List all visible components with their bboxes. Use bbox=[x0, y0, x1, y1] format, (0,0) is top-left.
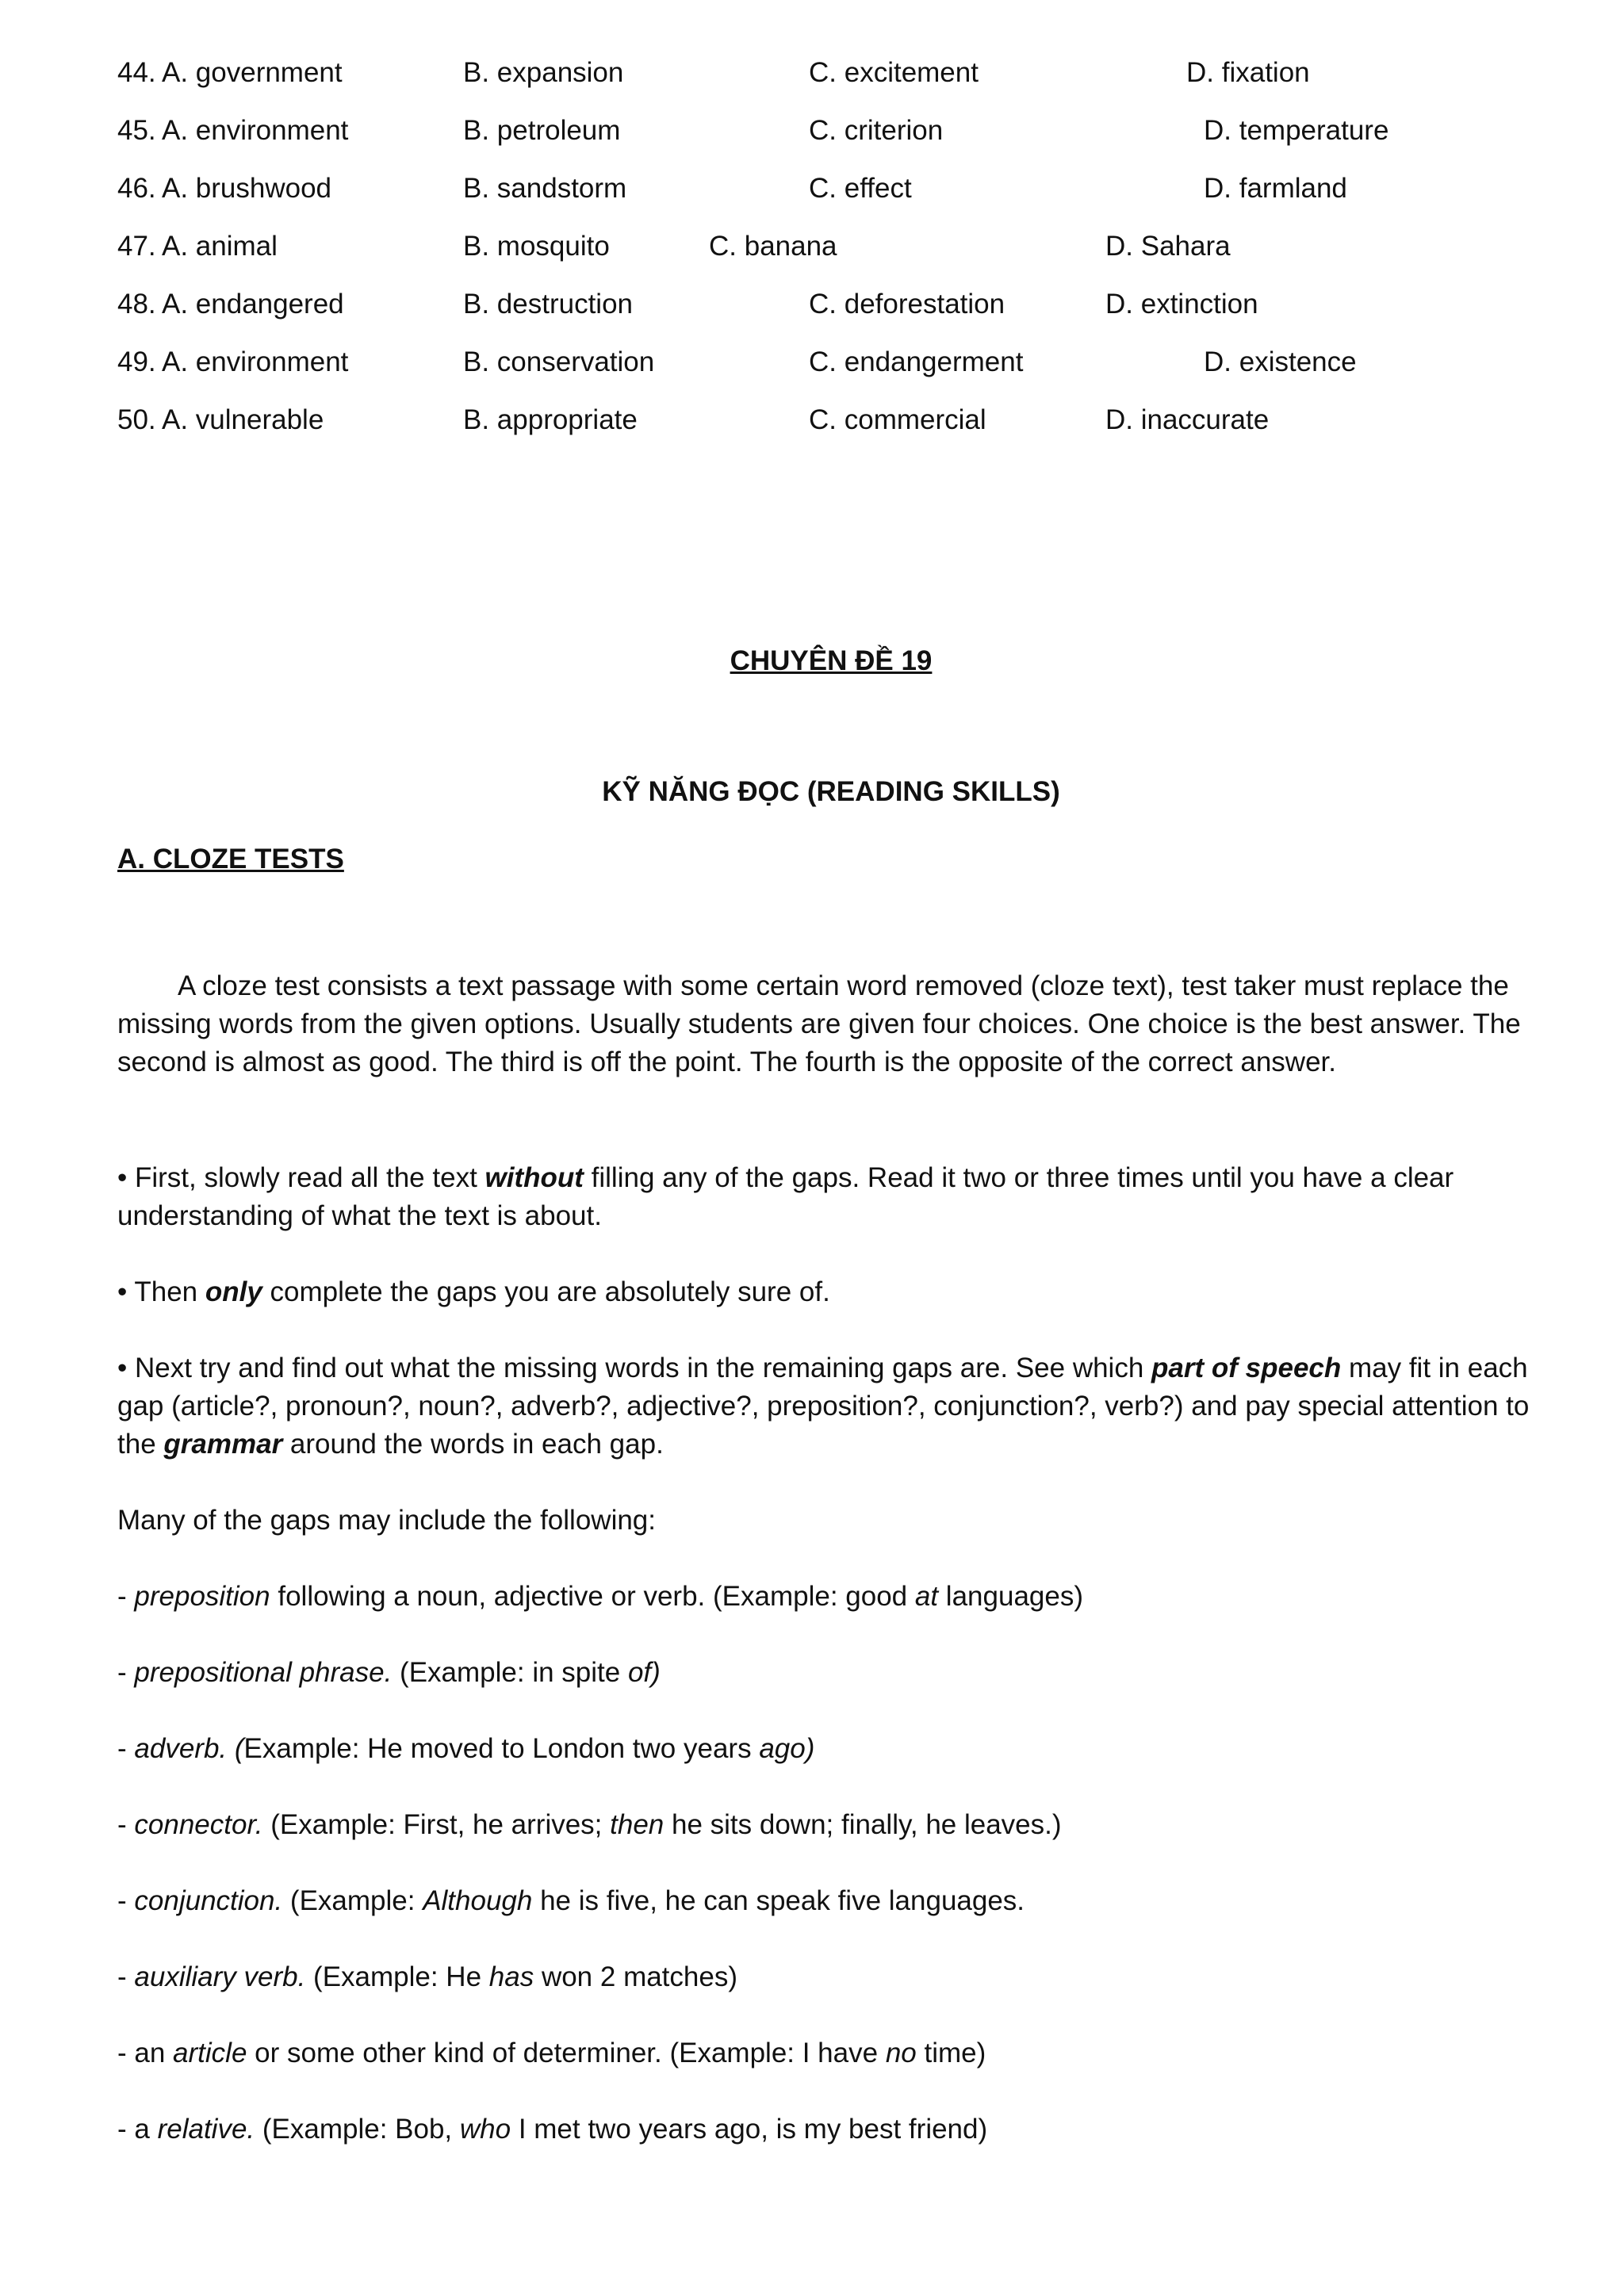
question-number: 50. bbox=[117, 404, 156, 435]
item-example-word: at bbox=[914, 1581, 939, 1612]
item-example-word: who bbox=[459, 2114, 511, 2145]
item-text: (Example: in spite bbox=[392, 1657, 628, 1688]
question-47 bbox=[117, 226, 1545, 267]
tip-emphasis: only bbox=[205, 1276, 262, 1307]
item-dash: - bbox=[117, 1581, 135, 1612]
item-term: auxiliary verb. bbox=[134, 1961, 306, 1992]
list-intro: Many of the gaps may include the following: bbox=[117, 1505, 656, 1536]
tip-next bbox=[117, 1349, 1537, 1464]
question-number: 44. bbox=[117, 57, 156, 88]
option-d: D. inaccurate bbox=[1105, 404, 1270, 435]
option-b: B. petroleum bbox=[463, 115, 621, 146]
option-d: D. temperature bbox=[1204, 115, 1389, 146]
item-example-word: no bbox=[885, 2038, 917, 2068]
option-a: A. endangered bbox=[162, 289, 344, 320]
item-text: or some other kind of determiner. (Example: I have bbox=[247, 2038, 886, 2068]
option-b: B. sandstorm bbox=[463, 173, 627, 204]
item-example-word: Although bbox=[423, 1885, 533, 1916]
tip-text: • First, slowly read all the text bbox=[117, 1162, 485, 1193]
item-term: connector. bbox=[134, 1809, 263, 1840]
option-d: D. farmland bbox=[1204, 173, 1347, 204]
option-b: B. destruction bbox=[463, 289, 633, 320]
option-c: C. commercial bbox=[809, 404, 986, 435]
list-item bbox=[117, 1730, 814, 1768]
option-a: A. environment bbox=[162, 115, 349, 146]
question-number: 46. bbox=[117, 173, 156, 204]
item-dash: - a bbox=[117, 2114, 158, 2145]
list-item bbox=[117, 2034, 986, 2072]
item-example-word: has bbox=[488, 1961, 534, 1992]
option-d: D. existence bbox=[1204, 346, 1357, 377]
item-dash: - an bbox=[117, 2038, 174, 2068]
item-example-word: of) bbox=[627, 1657, 661, 1688]
item-text: he is five, he can speak five languages. bbox=[532, 1885, 1025, 1916]
option-a: A. vulnerable bbox=[162, 404, 324, 435]
tip-emphasis: grammar bbox=[163, 1429, 283, 1460]
item-dash: - bbox=[117, 1657, 135, 1688]
question-44 bbox=[117, 52, 1545, 94]
tip-text: • Then bbox=[117, 1276, 205, 1307]
item-text: won 2 matches) bbox=[534, 1961, 737, 1992]
option-b: B. expansion bbox=[463, 57, 624, 88]
option-b: B. conservation bbox=[463, 346, 655, 377]
question-45 bbox=[117, 110, 1545, 151]
item-term: adverb. ( bbox=[134, 1733, 244, 1764]
item-term: prepositional phrase. bbox=[134, 1657, 393, 1688]
option-c: C. banana bbox=[709, 231, 837, 262]
option-a: A. animal bbox=[162, 231, 278, 262]
option-c: C. endangerment bbox=[809, 346, 1024, 377]
item-term: preposition bbox=[134, 1581, 270, 1612]
tip-first bbox=[117, 1159, 1537, 1235]
item-text: (Example: Bob, bbox=[255, 2114, 460, 2145]
question-46 bbox=[117, 168, 1545, 209]
option-c: C. deforestation bbox=[809, 289, 1005, 320]
list-item bbox=[117, 1654, 661, 1692]
item-text: (Example: bbox=[282, 1885, 423, 1916]
tip-text: filling any of the gaps. Read it two or three times until you have a clear understanding of what the text is about. bbox=[117, 1162, 1454, 1231]
option-a: A. brushwood bbox=[162, 173, 332, 204]
item-dash: - bbox=[117, 1961, 135, 1992]
item-text: following a noun, adjective or verb. (Example: good bbox=[270, 1581, 915, 1612]
intro-paragraph: A cloze test consists a text passage with some certain word removed (cloze text), test taker must replace the missing words from the given options. Usually students are given four choices. One choice is the best answer. The second is almost as good. The third is off the point. The fourth is the opposite of the correct answer. bbox=[117, 970, 1521, 1077]
question-number: 45. bbox=[117, 115, 156, 146]
option-b: B. appropriate bbox=[463, 404, 638, 435]
question-49 bbox=[117, 342, 1545, 383]
item-dash: - bbox=[117, 1885, 135, 1916]
tip-then bbox=[117, 1273, 1537, 1311]
item-text: (Example: First, he arrives; bbox=[262, 1809, 611, 1840]
item-text: he sits down; finally, he leaves.) bbox=[664, 1809, 1062, 1840]
list-item bbox=[117, 1806, 1062, 1844]
question-number: 49. bbox=[117, 346, 156, 377]
item-example-word: then bbox=[610, 1809, 665, 1840]
option-d: D. extinction bbox=[1105, 289, 1258, 320]
skill-title: KỸ NĂNG ĐỌC (READING SKILLS) bbox=[602, 776, 1060, 807]
tip-text: around the words in each gap. bbox=[282, 1429, 664, 1460]
tip-text: • Next try and find out what the missing words in the remaining gaps are. See which bbox=[117, 1353, 1152, 1383]
item-text: Example: He moved to London two years bbox=[243, 1733, 760, 1764]
list-item bbox=[117, 2110, 987, 2149]
list-item bbox=[117, 1958, 737, 1996]
option-a: A. environment bbox=[162, 346, 349, 377]
option-c: C. effect bbox=[809, 173, 912, 204]
question-number: 48. bbox=[117, 289, 156, 320]
item-text: languages) bbox=[938, 1581, 1083, 1612]
option-c: C. criterion bbox=[809, 115, 944, 146]
question-50 bbox=[117, 400, 1545, 441]
item-text: time) bbox=[916, 2038, 986, 2068]
tip-text: complete the gaps you are absolutely sure of. bbox=[262, 1276, 830, 1307]
item-text: I met two years ago, is my best friend) bbox=[511, 2114, 988, 2145]
question-number: 47. bbox=[117, 231, 156, 262]
item-example-word: ago) bbox=[759, 1733, 815, 1764]
question-48 bbox=[117, 284, 1545, 325]
item-dash: - bbox=[117, 1733, 135, 1764]
section-heading: A. CLOZE TESTS bbox=[117, 844, 344, 874]
item-term: conjunction. bbox=[134, 1885, 283, 1916]
list-item bbox=[117, 1882, 1025, 1920]
option-d: D. fixation bbox=[1186, 57, 1310, 88]
chapter-title: CHUYÊN ĐỀ 19 bbox=[730, 645, 933, 676]
option-c: C. excitement bbox=[809, 57, 979, 88]
option-b: B. mosquito bbox=[463, 231, 610, 262]
tip-emphasis: part of speech bbox=[1151, 1353, 1342, 1383]
item-dash: - bbox=[117, 1809, 135, 1840]
tip-emphasis: without bbox=[485, 1162, 584, 1193]
list-item bbox=[117, 1578, 1083, 1616]
item-term: relative. bbox=[157, 2114, 255, 2145]
item-term: article bbox=[173, 2038, 247, 2068]
option-a: A. government bbox=[162, 57, 343, 88]
option-d: D. Sahara bbox=[1105, 231, 1231, 262]
item-text: (Example: He bbox=[305, 1961, 489, 1992]
tip-text: may fit in each gap (article?, pronoun?, noun?, adverb?, adjective?, preposition?, conjunction?, verb?) and pay special attention to the bbox=[117, 1353, 1530, 1460]
